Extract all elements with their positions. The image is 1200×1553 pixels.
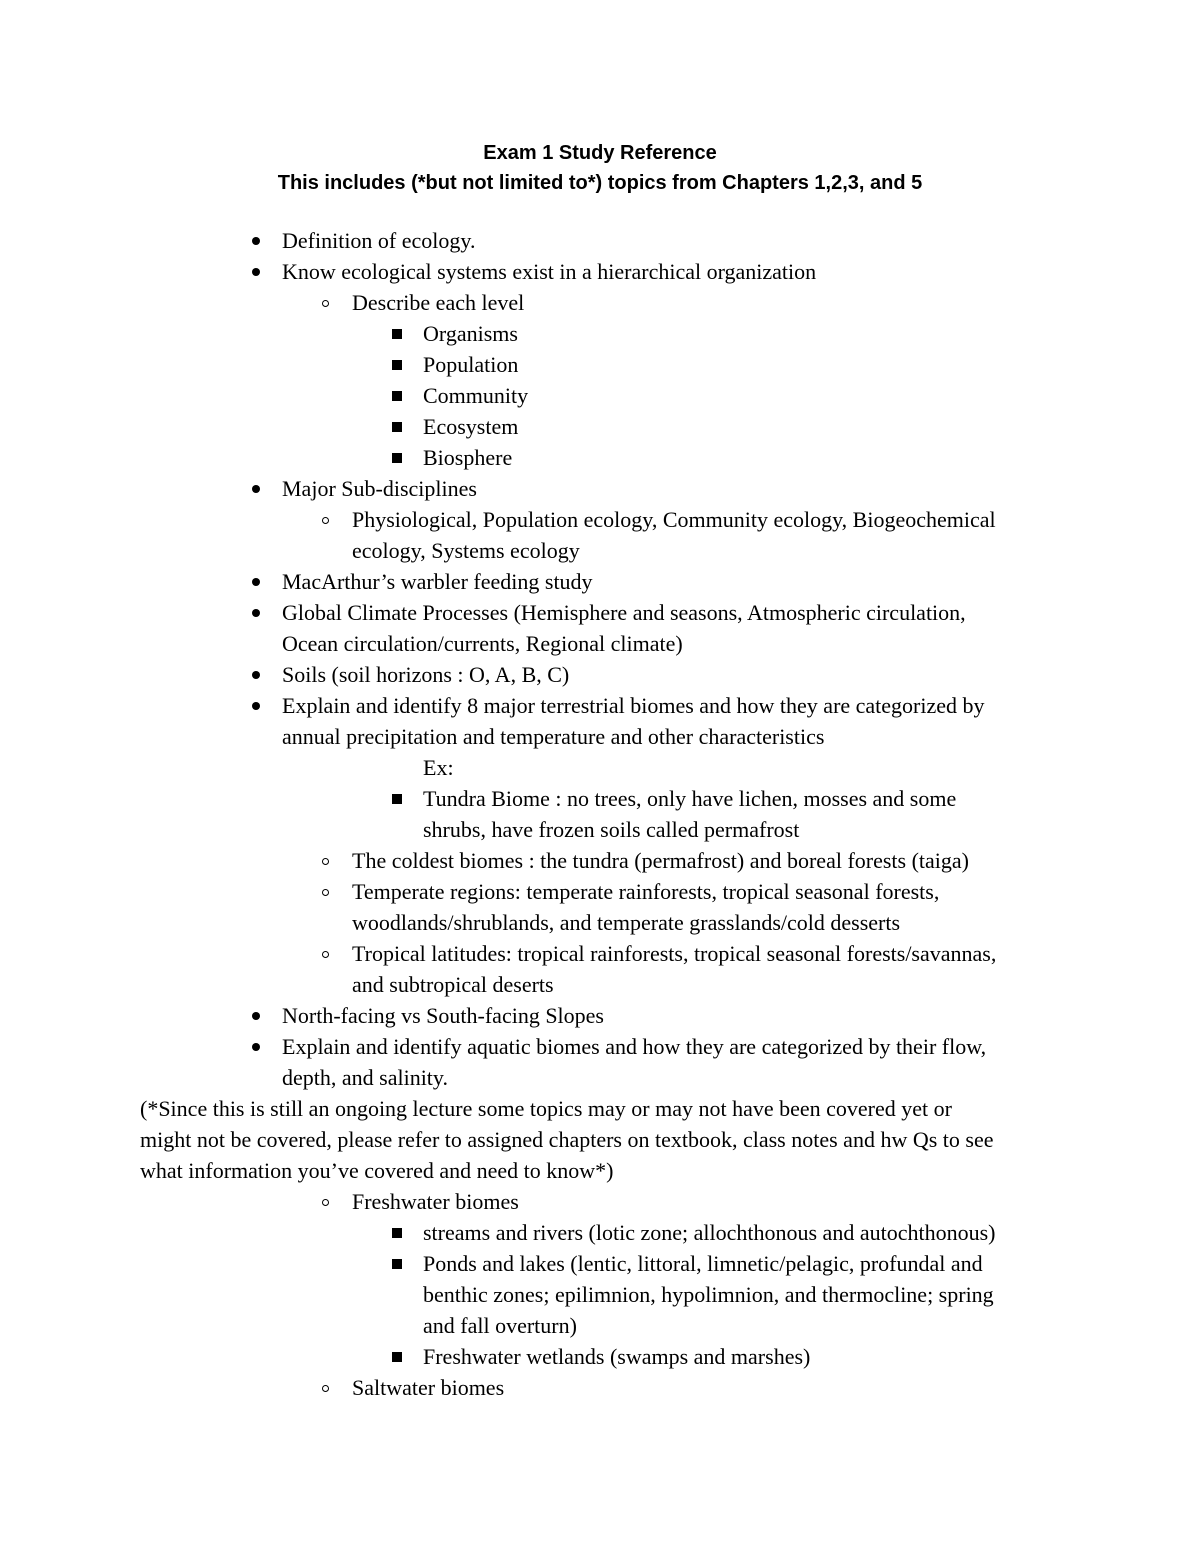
list-item: and subtropical deserts — [352, 972, 554, 997]
list-item: woodlands/shrublands, and temperate grasslands/cold desserts — [352, 910, 901, 935]
bullet-square-icon — [392, 329, 402, 339]
list-item: Ex: — [423, 755, 454, 780]
bullet-circle-icon — [322, 951, 329, 958]
bullet-dot-icon — [252, 702, 260, 710]
bullet-square-icon — [392, 1228, 402, 1238]
list-item: Tropical latitudes: tropical rainforests, tropical seasonal forests/savannas, — [352, 941, 997, 966]
list-item: Freshwater biomes — [352, 1189, 519, 1214]
list-item: and fall overturn) — [423, 1313, 577, 1338]
list-item: Explain and identify aquatic biomes and how they are categorized by their flow, — [282, 1034, 987, 1059]
bullet-dot-icon — [252, 1043, 260, 1051]
bullet-dot-icon — [252, 671, 260, 679]
bullet-dot-icon — [252, 609, 260, 617]
list-item: Freshwater wetlands (swamps and marshes) — [423, 1344, 811, 1369]
list-item: Describe each level — [352, 290, 525, 315]
list-item: Definition of ecology. — [282, 228, 476, 253]
list-item: shrubs, have frozen soils called permafrost — [423, 817, 800, 842]
list-item: Explain and identify 8 major terrestrial biomes and how they are categorized by — [282, 693, 985, 718]
list-item: ecology, Systems ecology — [352, 538, 580, 563]
list-item: benthic zones; epilimnion, hypolimnion, and thermocline; spring — [423, 1282, 994, 1307]
list-item: North-facing vs South-facing Slopes — [282, 1003, 604, 1028]
bullet-square-icon — [392, 794, 402, 804]
document-subtitle: This includes (*but not limited to*) topics from Chapters 1,2,3, and 5 — [277, 172, 923, 194]
list-item: might not be covered, please refer to assigned chapters on textbook, class notes and hw Qs to see — [140, 1127, 994, 1152]
bullet-dot-icon — [252, 268, 260, 276]
list-item: Know ecological systems exist in a hierarchical organization — [282, 259, 817, 284]
bullet-circle-icon — [322, 517, 329, 524]
bullet-dot-icon — [252, 485, 260, 493]
list-item: Population — [423, 352, 519, 377]
document-title: Exam 1 Study Reference — [483, 142, 717, 164]
bullet-dot-icon — [252, 578, 260, 586]
bullet-square-icon — [392, 453, 402, 463]
list-item: Saltwater biomes — [352, 1375, 505, 1400]
list-item: Ocean circulation/currents, Regional climate) — [282, 631, 683, 656]
bullet-dot-icon — [252, 1012, 260, 1020]
list-item: streams and rivers (lotic zone; allochthonous and autochthonous) — [423, 1220, 996, 1245]
list-item: Tundra Biome : no trees, only have lichen, mosses and some — [423, 786, 957, 811]
list-item: Biosphere — [423, 445, 513, 470]
bullet-circle-icon — [322, 1385, 329, 1392]
list-item: depth, and salinity. — [282, 1065, 448, 1090]
list-item: The coldest biomes : the tundra (permafrost) and boreal forests (taiga) — [352, 848, 969, 873]
bullet-square-icon — [392, 1259, 402, 1269]
bullet-dot-icon — [252, 237, 260, 245]
list-item: Soils (soil horizons : O, A, B, C) — [282, 662, 570, 687]
bullet-circle-icon — [322, 889, 329, 896]
bullet-circle-icon — [322, 1199, 329, 1206]
list-item: Global Climate Processes (Hemisphere and seasons, Atmospheric circulation, — [282, 600, 966, 625]
list-item: Ponds and lakes (lentic, littoral, limnetic/pelagic, profundal and — [423, 1251, 983, 1276]
list-item: (*Since this is still an ongoing lecture some topics may or may not have been covered yet or — [140, 1096, 952, 1121]
bullet-square-icon — [392, 360, 402, 370]
bullet-square-icon — [392, 422, 402, 432]
list-item: Temperate regions: temperate rainforests, tropical seasonal forests, — [352, 879, 940, 904]
bullet-square-icon — [392, 391, 402, 401]
list-item: Community — [423, 383, 529, 408]
list-item: what information you’ve covered and need to know*) — [140, 1158, 614, 1183]
list-item: Ecosystem — [423, 414, 519, 439]
bullet-square-icon — [392, 1352, 402, 1362]
list-item: MacArthur’s warbler feeding study — [282, 569, 593, 594]
list-item: Physiological, Population ecology, Community ecology, Biogeochemical — [352, 507, 996, 532]
list-item: Organisms — [423, 321, 518, 346]
list-item: annual precipitation and temperature and other characteristics — [282, 724, 825, 749]
list-item: Major Sub-disciplines — [282, 476, 477, 501]
bullet-circle-icon — [322, 858, 329, 865]
bullet-circle-icon — [322, 300, 329, 307]
